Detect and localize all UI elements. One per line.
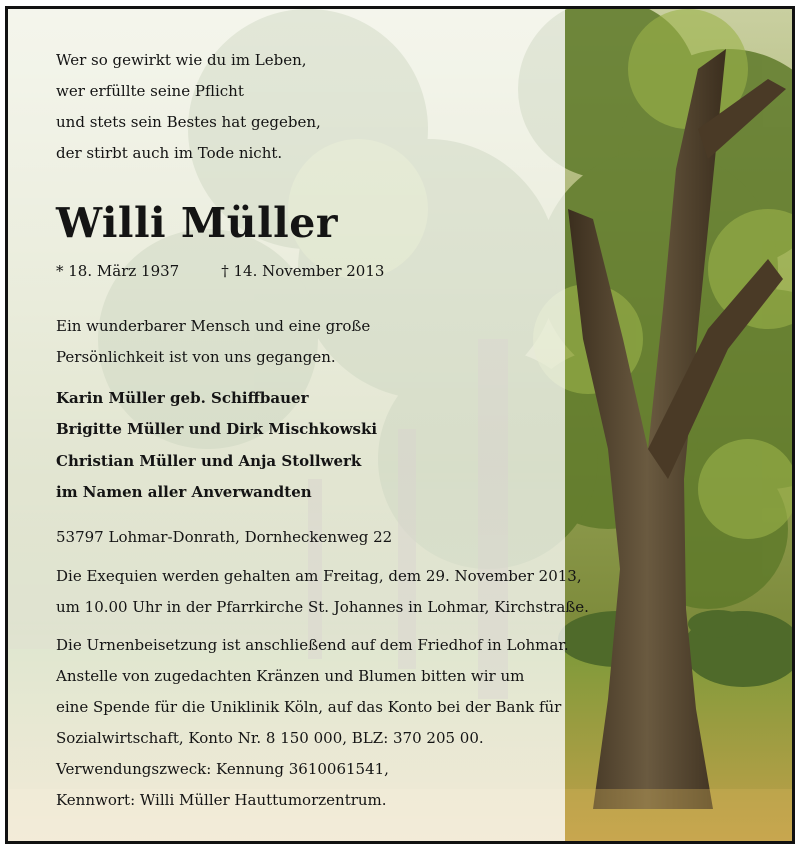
- death-date: † 14. November 2013: [221, 262, 385, 280]
- service-line: um 10.00 Uhr in der Pfarrkirche St. Johannes in Lohmar, Kirchstraße.: [56, 598, 589, 616]
- service-line: Die Exequien werden gehalten am Freitag, dem 29. November 2013,: [56, 567, 582, 585]
- poem-line: wer erfüllte seine Pflicht: [56, 82, 244, 100]
- detail-line: Kennwort: Willi Müller Hauttumorzentrum.: [56, 791, 387, 809]
- detail-line: Anstelle von zugedachten Kränzen und Blumen bitten wir um: [56, 667, 525, 685]
- detail-line: Sozialwirtschaft, Konto Nr. 8 150 000, BLZ: 370 205 00.: [56, 729, 484, 747]
- address-line: 53797 Lohmar-Donrath, Dornheckenweg 22: [56, 528, 393, 546]
- poem-line: Wer so gewirkt wie du im Leben,: [56, 51, 307, 69]
- mourner-line: Christian Müller und Anja Stollwerk: [56, 452, 362, 470]
- mourner-line: im Namen aller Anverwandten: [56, 483, 312, 501]
- poem-line: der stirbt auch im Tode nicht.: [56, 144, 283, 162]
- detail-line: Die Urnenbeisetzung ist anschließend auf dem Friedhof in Lohmar.: [56, 636, 569, 654]
- poem-line: und stets sein Bestes hat gegeben,: [56, 113, 321, 131]
- birth-date: * 18. März 1937: [56, 262, 180, 280]
- tribute-line: Persönlichkeit ist von uns gegangen.: [56, 348, 336, 366]
- detail-line: Verwendungszweck: Kennung 3610061541,: [56, 760, 389, 778]
- mourner-line: Karin Müller geb. Schiffbauer: [56, 389, 309, 407]
- mourner-line: Brigitte Müller und Dirk Mischkowski: [56, 420, 378, 438]
- tribute-line: Ein wunderbarer Mensch und eine große: [56, 317, 371, 335]
- deceased-name: Willi Müller: [56, 199, 338, 247]
- life-dates: [56, 262, 384, 280]
- detail-line: eine Spende für die Uniklinik Köln, auf das Konto bei der Bank für: [56, 698, 562, 716]
- obituary-notice: [5, 6, 795, 844]
